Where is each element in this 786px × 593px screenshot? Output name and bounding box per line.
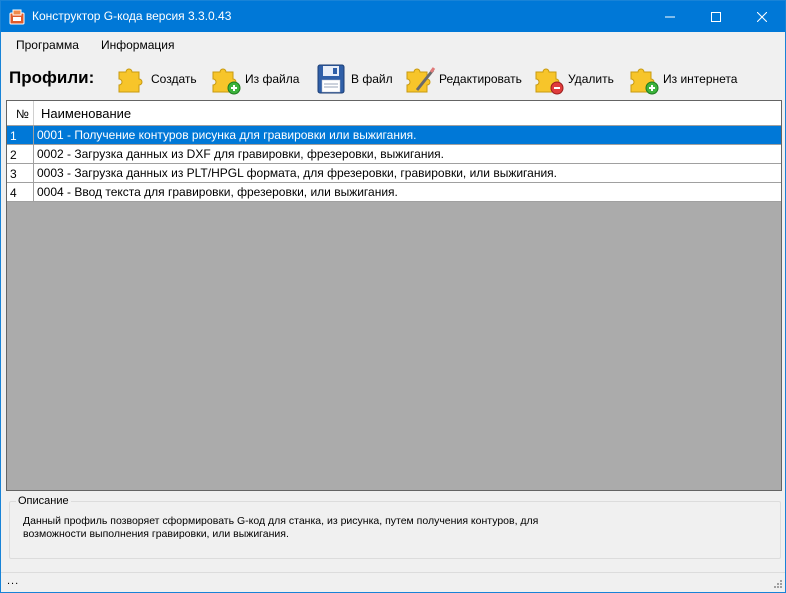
edit-label: Редактировать [439, 72, 522, 86]
close-button[interactable] [739, 1, 785, 32]
table-row[interactable] [7, 164, 781, 183]
to-file-button[interactable] [315, 61, 393, 97]
delete-label: Удалить [568, 72, 614, 86]
app-icon [9, 9, 25, 25]
puzzle-remove-icon [532, 62, 566, 96]
floppy-disk-icon [315, 62, 349, 96]
from-internet-label: Из интернета [663, 72, 738, 86]
status-bar [1, 572, 785, 592]
edit-button[interactable] [403, 61, 522, 97]
from-file-button[interactable] [209, 61, 299, 97]
profiles-grid[interactable] [6, 100, 782, 491]
puzzle-icon [115, 62, 149, 96]
window-title: Конструктор G-кода версия 3.3.0.43 [32, 9, 232, 23]
profiles-toolbar [5, 59, 781, 99]
column-header-name[interactable]: Наименование [41, 106, 132, 121]
status-text: ... [7, 575, 20, 587]
row-number: 3 [7, 164, 34, 182]
puzzle-download-icon [627, 62, 661, 96]
profiles-label: Профили: [9, 68, 95, 87]
row-name: 0003 - Загрузка данных из PLT/HPGL формата, для фрезеровки, гравировки, или выжигания. [37, 166, 557, 180]
create-label: Создать [151, 72, 197, 86]
from-file-label: Из файла [245, 72, 300, 86]
description-title: Описание [18, 495, 69, 507]
puzzle-add-icon [209, 62, 243, 96]
table-row[interactable] [7, 183, 781, 202]
row-name: 0002 - Загрузка данных из DXF для гравировки, фрезеровки, выжигания. [37, 147, 444, 161]
from-internet-button[interactable] [627, 61, 737, 97]
maximize-icon [711, 12, 721, 22]
title-bar[interactable] [1, 1, 785, 32]
description-text: Данный профиль позворяет сформировать G-код для станка, из рисунка, путем получения контуров, для возможности выполнения гравировки, или выжигания. [23, 515, 539, 540]
grid-header [7, 101, 781, 126]
resize-grip-icon[interactable] [771, 579, 783, 591]
row-name: 0004 - Ввод текста для гравировки, фрезеровки, или выжигания. [37, 185, 398, 199]
row-number: 1 [7, 126, 34, 144]
minimize-button[interactable] [647, 1, 693, 32]
row-name: 0001 - Получение контуров рисунка для гравировки или выжигания. [37, 128, 417, 142]
menu-bar [1, 32, 785, 57]
menu-program[interactable]: Программа [16, 38, 79, 52]
puzzle-edit-icon [403, 62, 437, 96]
close-icon [757, 12, 767, 22]
table-row[interactable] [7, 145, 781, 164]
create-button[interactable] [115, 61, 197, 97]
row-number: 2 [7, 145, 34, 163]
row-number: 4 [7, 183, 34, 201]
delete-button[interactable] [532, 61, 614, 97]
table-row[interactable] [7, 126, 781, 145]
to-file-label: В файл [351, 72, 393, 86]
column-header-number[interactable]: № [7, 101, 34, 125]
menu-info[interactable]: Информация [101, 38, 175, 52]
maximize-button[interactable] [693, 1, 739, 32]
minimize-icon [665, 12, 675, 22]
